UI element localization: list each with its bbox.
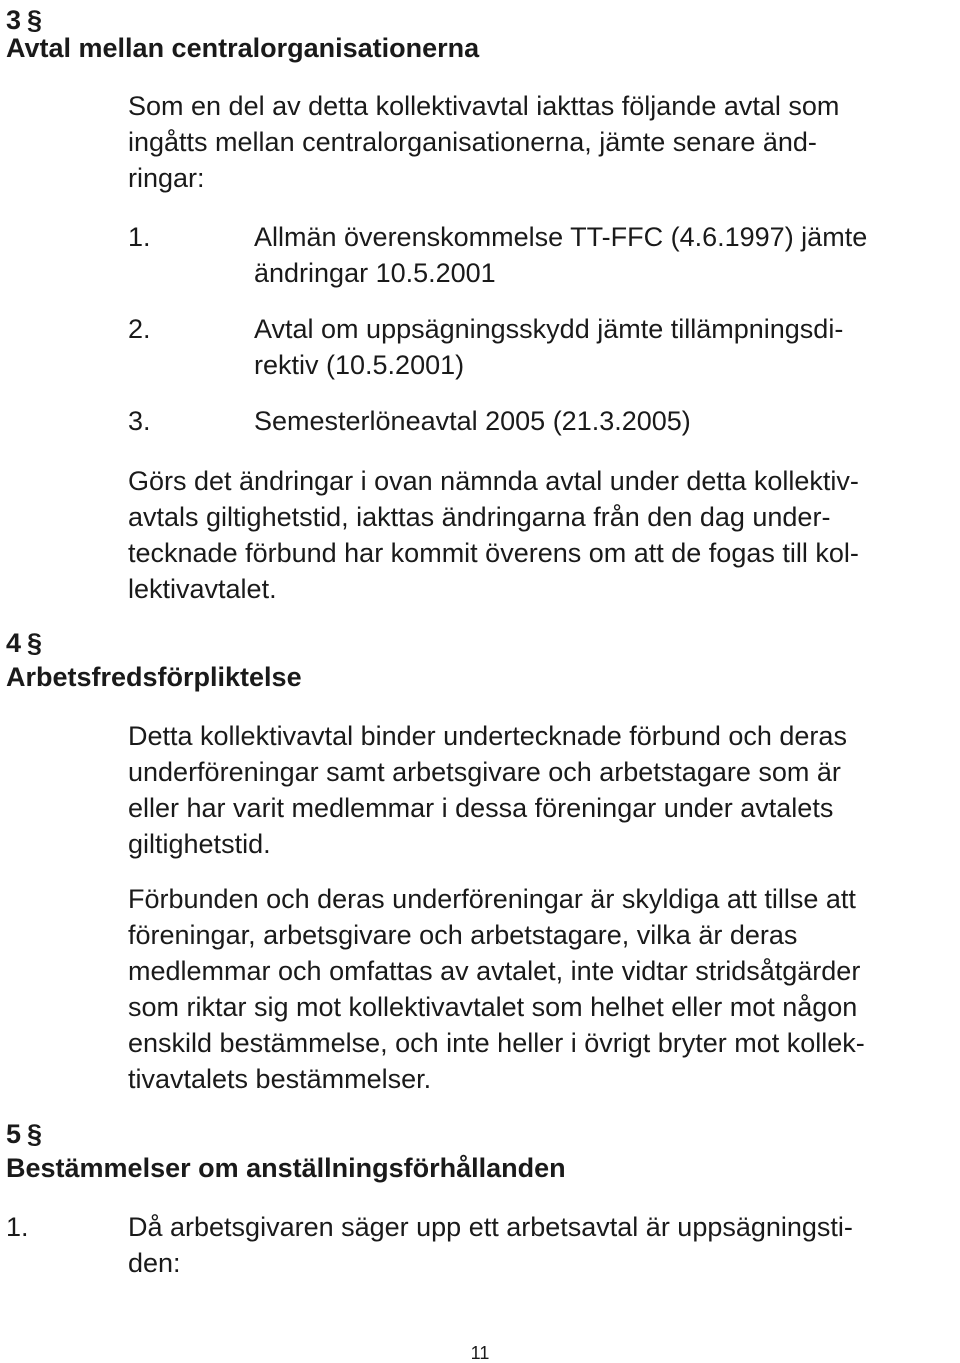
text-line: Görs det ändringar i ovan nämnda avtal under detta kollektiv- (128, 466, 859, 496)
text-line: Förbunden och deras underföreningar är skyldiga att tillse att (128, 884, 856, 914)
section-5-number: 5 § (6, 1119, 43, 1149)
list-text: Allmän överenskommelse TT-FFC (4.6.1997) jämte ändringar 10.5.2001 (254, 222, 868, 288)
section-3-intro (128, 88, 839, 196)
page-number: 11 (470, 1343, 490, 1363)
list-number: 1. (128, 222, 151, 252)
text-line: enskild bestämmelse, och inte heller i övrigt bryter mot kollek- (128, 1028, 865, 1058)
list-number: 2. (128, 314, 151, 344)
text-line: ringar: (128, 163, 205, 193)
section-4-number: 4 § (6, 628, 43, 658)
section-sign: § (27, 1119, 43, 1149)
text-line: ingåtts mellan centralorganisationerna, jämte senare änd- (128, 127, 817, 157)
text-line: tivavtalets bestämmelser. (128, 1064, 432, 1094)
text-line: föreningar, arbetsgivare och arbetstagare, vilka är deras (128, 920, 798, 950)
section-5-title: Bestämmelser om anställningsförhållanden (6, 1153, 566, 1183)
text-line: medlemmar och omfattas av avtalet, inte vidtar stridsåtgärder (128, 956, 861, 986)
section-3-number: 3 § (6, 5, 43, 35)
list-text: Då arbetsgivaren säger upp ett arbetsavtal är uppsägningsti- den: (128, 1212, 853, 1278)
list-number: 1. (6, 1212, 29, 1242)
section-sign: § (27, 5, 43, 35)
section-4-title: Arbetsfredsförpliktelse (6, 662, 302, 692)
list-text: Avtal om uppsägningsskydd jämte tillämpningsdi- rektiv (10.5.2001) (254, 314, 844, 380)
text-line: lektivavtalet. (128, 574, 277, 604)
section-3-title: Avtal mellan centralorganisationerna (6, 33, 480, 63)
text-line: eller har varit medlemmar i dessa föreningar under avtalets (128, 793, 834, 823)
text-line: Detta kollektivavtal binder undertecknade förbund och deras (128, 721, 847, 751)
list-text: Semesterlöneavtal 2005 (21.3.2005) (254, 406, 691, 436)
text-line: avtals giltighetstid, iakttas ändringarna från den dag under- (128, 502, 831, 532)
section-4-paragraph-1 (128, 718, 847, 862)
section-3-closing (128, 463, 859, 607)
section-4-paragraph-2 (128, 881, 865, 1097)
text-line: giltighetstid. (128, 829, 271, 859)
text-line: underföreningar samt arbetsgivare och arbetstagare som är (128, 757, 841, 787)
text-line: som riktar sig mot kollektivavtalet som helhet eller mot någon (128, 992, 858, 1022)
text-line: Som en del av detta kollektivavtal iakttas följande avtal som (128, 91, 840, 121)
list-number: 3. (128, 406, 151, 436)
section-sign: § (27, 628, 43, 658)
text-line: tecknade förbund har kommit överens om att de fogas till kol- (128, 538, 859, 568)
